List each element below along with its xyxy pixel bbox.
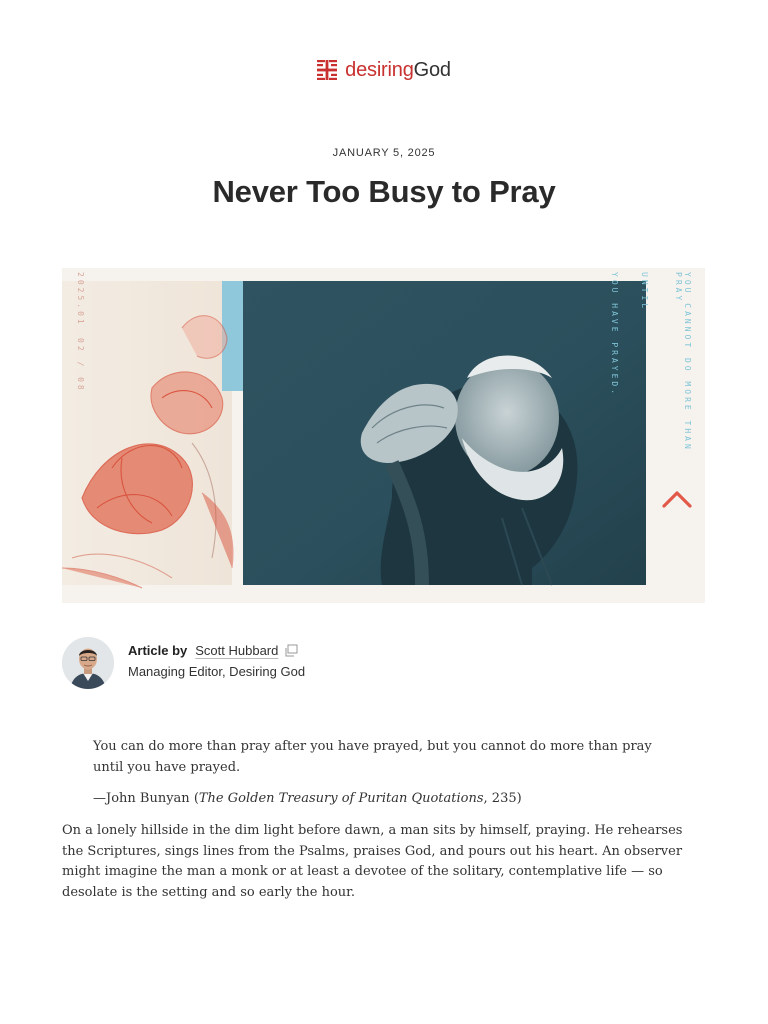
article-title: Never Too Busy to Pray (212, 174, 556, 209)
hero-illustration (62, 268, 705, 603)
scroll-to-top-button[interactable] (660, 486, 694, 512)
logo-wordmark (345, 58, 451, 82)
author-name-link[interactable]: Scott Hubbard (195, 643, 279, 658)
external-link-icon[interactable] (284, 644, 298, 658)
chevron-up-icon (664, 493, 690, 506)
author-by-label: Article by (128, 643, 188, 658)
epigraph-citation (93, 789, 673, 809)
hero-side-caption-1: 2025.01 (76, 272, 85, 327)
article-date: JANUARY 5, 2025 (332, 147, 436, 159)
logo-wordmark-god: God (413, 59, 451, 81)
epigraph-quote: You can do more than pray after you have prayed, but you cannot do more than pray until you have prayed. (93, 739, 652, 775)
article-paragraph: On a lonely hillside in the dim light before dawn, a man sits by himself, praying. He rehearses the Scriptures, sings lines from the Psalms, praises God, and pours out his heart. An observer might imagine the man a monk or at least a devotee of the solitary, contemplative life — so desolate is the setting and so early the hour. (62, 823, 683, 900)
hero-quote-line-2: UNTIL (640, 272, 649, 312)
citation-prefix: —John Bunyan ( (93, 791, 199, 806)
site-logo[interactable] (0, 58, 768, 82)
author-avatar[interactable] (62, 637, 114, 689)
hero-image (62, 268, 705, 603)
citation-book-title: The Golden Treasury of Puritan Quotations (198, 791, 484, 806)
logo-wordmark-desiring: desiring (345, 59, 414, 81)
citation-suffix: , 235) (483, 791, 522, 806)
author-role: Managing Editor, Desiring God (128, 664, 306, 679)
author-photo (62, 637, 114, 689)
hero-quote-line-1: YOU HAVE PRAYED. (610, 272, 619, 398)
hero-quote-line-3: YOU CANNOT DO MORE THAN PRAY (674, 272, 692, 452)
author-block (62, 637, 305, 689)
hero-side-caption-2: 02 / 08 (76, 338, 85, 393)
desiring-god-logo-icon (317, 60, 337, 80)
